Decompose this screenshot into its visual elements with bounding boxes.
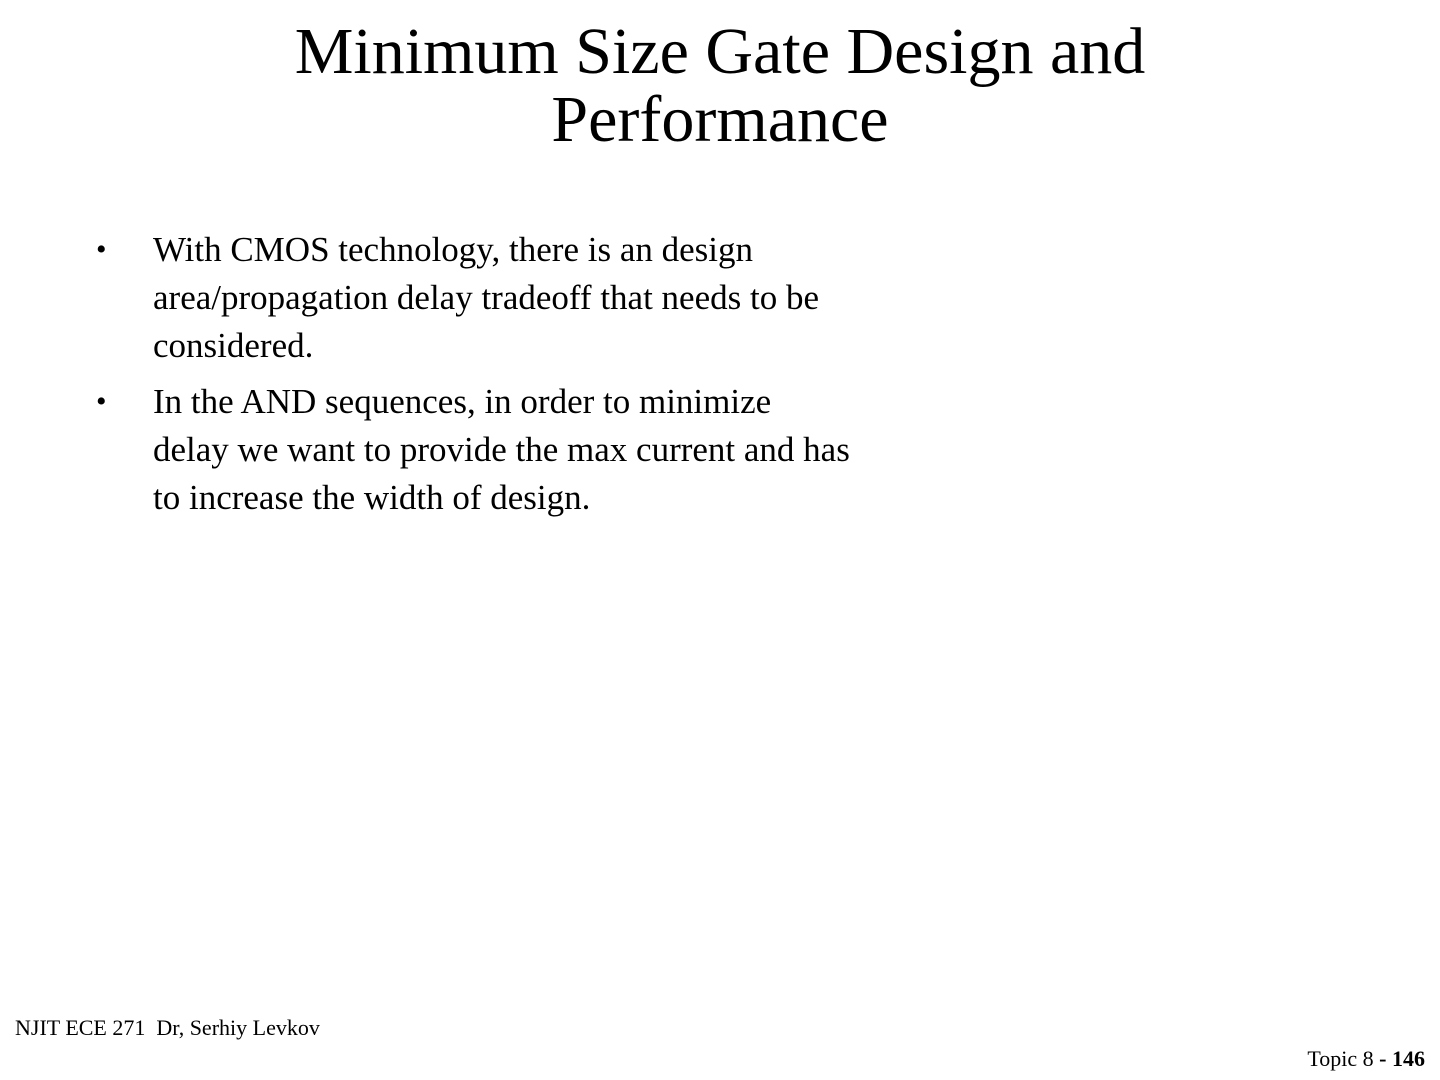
bullet-2-line-1: In the AND sequences, in order to minimize [153,382,772,421]
bullet-1-line-3: considered. [153,326,314,365]
bullet-item-1 [96,226,976,370]
bullet-2-line-3: to increase the width of design. [153,478,591,517]
footer-separator: - [1373,1046,1392,1071]
bullet-dot-icon: • [96,233,107,266]
slide-title [120,15,1320,156]
bullet-item-2 [96,378,976,522]
footer-page-number: 146 [1392,1046,1425,1071]
slide-title-line-1: Minimum Size Gate Design and [294,15,1146,88]
bullet-list [96,226,976,530]
slide-title-line-2: Performance [551,83,889,156]
footer-topic: Topic 8 [1307,1046,1374,1071]
bullet-dot-icon: • [96,385,107,418]
bullet-1-line-1: With CMOS technology, there is an design [153,230,753,269]
bullet-2-line-2: delay we want to provide the max current and has [153,430,850,469]
bullet-1-line-2: area/propagation delay tradeoff that needs to be [153,278,820,317]
footer-course-author: NJIT ECE 271 Dr, Serhiy Levkov [15,1015,320,1040]
footer-page-indicator [1307,1046,1425,1072]
